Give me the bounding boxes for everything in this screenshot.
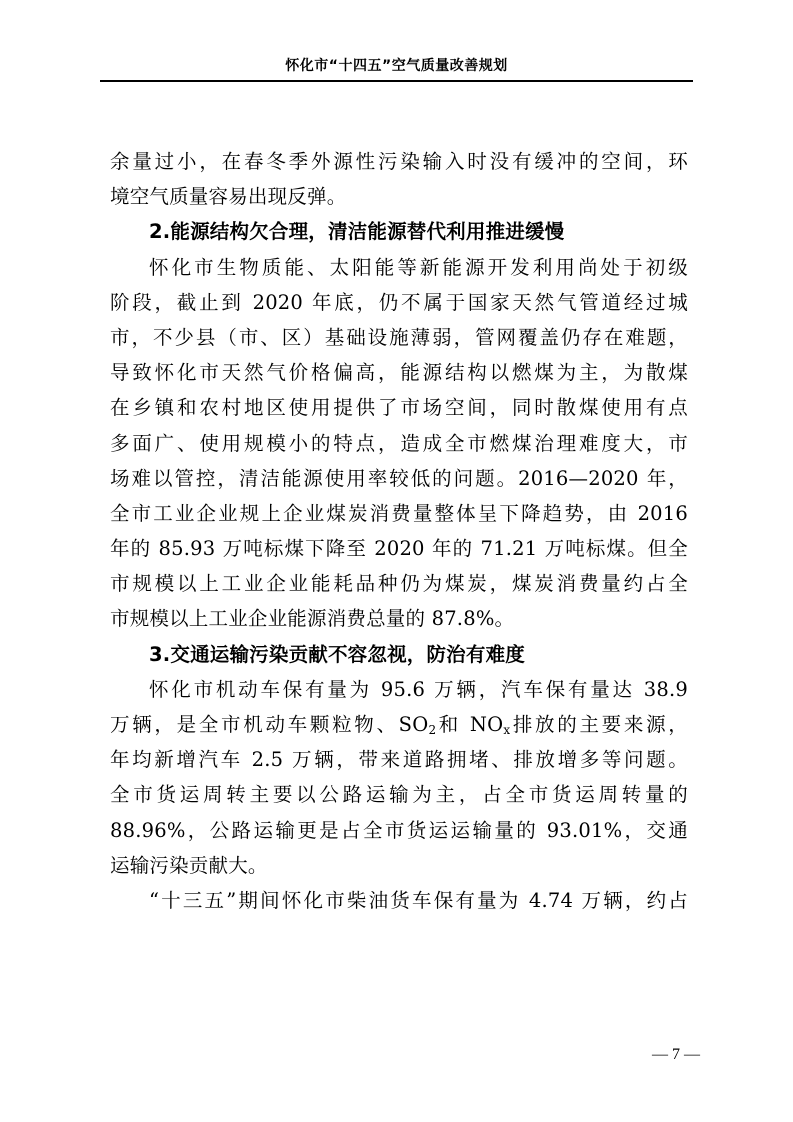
paragraph-line-with-formulas [110,707,688,742]
header-rule [100,80,693,82]
paragraph-line: 在乡镇和农村地区使用提供了市场空间，同时散煤使用有点 [110,396,688,420]
section-heading: 2.能源结构欠合理，清洁能源替代利用推进缓慢 [149,220,565,244]
paragraph-line: 运输污染贡献大。 [110,853,268,877]
paragraph-line: 全市货运周转主要以公路运输为主，占全市货运周转量的 [110,783,688,807]
subscript: x [503,723,511,737]
paragraph-line: 年的 85.93 万吨标煤下降至 2020 年的 71.21 万吨标煤。但全 [110,537,688,561]
header-title: 怀化市“十四五”空气质量改善规划 [285,58,508,74]
subscript: 2 [428,723,437,737]
page-number: — 7 — [652,1046,700,1063]
paragraph-line: “十三五”期间怀化市柴油货车保有量为 4.74 万辆，约占 [149,888,688,912]
section-heading: 3.交通运输污染贡献不容忽视，防治有难度 [149,642,525,666]
paragraph-line: 市规模以上工业企业能源消费总量的 87.8%。 [110,607,515,631]
paragraph-line: 导致怀化市天然气价格偏高，能源结构以燃煤为主，为散煤 [110,361,688,385]
paragraph-line: 多面广、使用规模小的特点，造成全市燃煤治理难度大，市 [110,431,688,455]
paragraph-line: 阶段，截止到 2020 年底，仍不属于国家天然气管道经过城 [110,290,688,314]
paragraph-line: 年均新增汽车 2.5 万辆，带来道路拥堵、排放增多等问题。 [110,748,688,772]
paragraph-line: 88.96%，公路运输更是占全市货运运输量的 93.01%，交通 [110,818,688,842]
running-header [100,56,693,76]
paragraph-line: 境空气质量容易出现反弹。 [110,185,347,209]
paragraph-line: 余量过小，在春冬季外源性污染输入时没有缓冲的空间，环 [110,150,688,173]
paragraph-line: 市，不少县（市、区）基础设施薄弱，管网覆盖仍存在难题， [110,325,688,349]
text-run: 和 NO [436,713,504,736]
paragraph-line: 全市工业企业规上企业煤炭消费量整体呈下降趋势，由 2016 [110,501,688,525]
text-run: 万辆，是全市机动车颗粒物、SO [110,713,429,736]
paragraph-line: 怀化市生物质能、太阳能等新能源开发利用尚处于初级 [149,255,688,279]
body-text [110,144,688,918]
text-run: 排放的主要来源， [510,713,688,736]
paragraph-line: 场难以管控，清洁能源使用率较低的问题。2016—2020 年， [110,466,688,490]
paragraph-line: 怀化市机动车保有量为 95.6 万辆，汽车保有量达 38.9 [149,677,688,701]
paragraph-line: 市规模以上工业企业能耗品种仍为煤炭，煤炭消费量约占全 [110,572,688,596]
